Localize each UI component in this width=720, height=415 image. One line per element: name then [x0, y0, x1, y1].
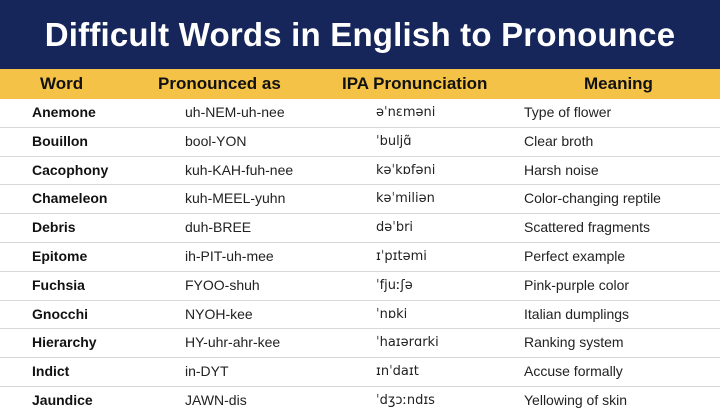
- meaning-cell: Clear broth: [524, 132, 594, 149]
- meaning-cell: Italian dumplings: [524, 305, 630, 322]
- word-cell: Jaundice: [32, 391, 93, 408]
- meaning-cell: Perfect example: [524, 247, 626, 264]
- word-cell: Hierarchy: [32, 334, 97, 351]
- pronunciation-cell: kuh-MEEL-yuhn: [185, 190, 286, 207]
- page-title: Difficult Words in English to Pronounce: [44, 15, 676, 53]
- title-banner: [0, 0, 720, 69]
- pronunciation-cell: kuh-KAH-fuh-nee: [185, 161, 294, 178]
- table-row: [0, 243, 720, 272]
- word-cell: Bouillon: [32, 132, 88, 149]
- ipa-cell: dəˈbri: [376, 220, 414, 236]
- pronunciation-cell: uh-NEM-uh-nee: [185, 104, 285, 120]
- table-row: [0, 329, 720, 358]
- word-cell: Anemone: [32, 104, 96, 120]
- table-row: [0, 214, 720, 243]
- meaning-cell: Accuse formally: [524, 363, 623, 380]
- header-word: Word: [40, 74, 84, 93]
- ipa-cell: ˈhaɪərɑrki: [376, 335, 439, 351]
- pronunciation-cell: bool-YON: [185, 132, 247, 149]
- meaning-cell: Color-changing reptile: [524, 190, 661, 207]
- meaning-cell: Harsh noise: [524, 161, 599, 178]
- meaning-cell: Scattered fragments: [524, 219, 651, 236]
- word-cell: Epitome: [32, 247, 88, 264]
- ipa-cell: ˈfjuːʃə: [376, 277, 413, 293]
- meaning-cell: Yellowing of skin: [524, 391, 627, 408]
- meaning-cell: Ranking system: [524, 334, 624, 351]
- ipa-cell: ˈbuljɑ̃: [376, 133, 412, 149]
- header-ipa: IPA Pronunciation: [342, 74, 488, 93]
- word-cell: Fuchsia: [32, 276, 85, 293]
- table-body: [0, 99, 720, 415]
- word-cell: Chameleon: [32, 190, 108, 207]
- table-row: [0, 301, 720, 330]
- pronunciation-cell: FYOO-shuh: [185, 276, 260, 293]
- ipa-cell: kəˈkɒfəni: [376, 162, 436, 178]
- table-row: [0, 358, 720, 387]
- header-pronounced: Pronounced as: [158, 74, 281, 93]
- header-meaning: Meaning: [584, 74, 653, 93]
- table-row: [0, 272, 720, 301]
- table-row: [0, 387, 720, 415]
- ipa-cell: ɪnˈdaɪt: [376, 364, 419, 380]
- pronunciation-cell: HY-uhr-ahr-kee: [185, 334, 281, 351]
- ipa-cell: ˈnɒki: [376, 306, 408, 322]
- meaning-cell: Pink-purple color: [524, 276, 630, 293]
- ipa-cell: ˈdʒɔːndɪs: [376, 392, 435, 408]
- word-cell: Debris: [32, 219, 76, 236]
- table-row: [0, 185, 720, 214]
- meaning-cell: Type of flower: [524, 104, 612, 120]
- word-cell: Indict: [32, 363, 70, 380]
- word-cell: Gnocchi: [32, 305, 89, 322]
- table-row: [0, 157, 720, 186]
- table-row: [0, 128, 720, 157]
- pronunciation-cell: NYOH-kee: [185, 305, 253, 322]
- pronunciation-cell: in-DYT: [185, 363, 229, 380]
- pronunciation-cell: ih-PIT-uh-mee: [185, 247, 274, 264]
- table-header: [0, 69, 720, 99]
- pronunciation-cell: JAWN-dis: [185, 391, 247, 408]
- ipa-cell: kəˈmiliən: [376, 191, 435, 207]
- pronunciation-cell: duh-BREE: [185, 219, 252, 236]
- word-cell: Cacophony: [32, 161, 109, 178]
- ipa-cell: ɪˈpɪtəmi: [376, 248, 427, 264]
- ipa-cell: əˈnɛməni: [376, 105, 436, 120]
- table-row: [0, 99, 720, 128]
